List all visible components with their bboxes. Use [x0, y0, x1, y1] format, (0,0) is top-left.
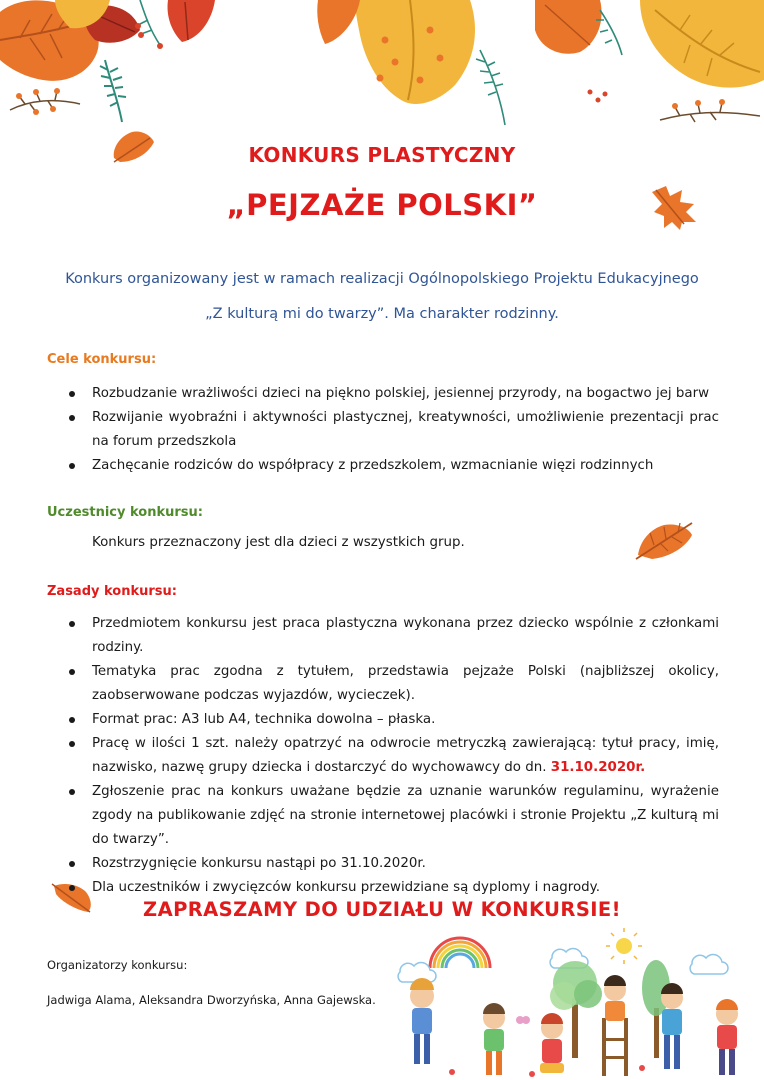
list-item: Zachęcanie rodziców do współpracy z przedszkolem, wzmacnianie więzi rodzinnych — [47, 454, 719, 478]
list-item: Dla uczestników i zwycięzców konkursu przewidziane są dyplomy i nagrody. — [47, 876, 719, 900]
maple-leaf-icon — [634, 515, 696, 563]
deadline-date: 31.10.2020r. — [550, 760, 646, 775]
list-item: Rozstrzygnięcie konkursu nastąpi po 31.10.2020r. — [47, 852, 719, 876]
rules-list — [47, 612, 719, 900]
maple-leaf-icon — [168, 0, 215, 42]
intro-line-1: Konkurs organizowany jest w ramach realizacji Ogólnopolskiego Projektu Edukacyjnego — [65, 271, 699, 287]
participants-text: Konkurs przeznaczony jest dla dzieci z wszystkich grup. — [92, 535, 465, 550]
intro-line-2: „Z kulturą mi do twarzy”. Ma charakter rodzinny. — [205, 306, 559, 322]
goals-heading: Cele konkursu: — [47, 352, 157, 367]
oak-leaf-icon — [535, 0, 602, 54]
page-title: KONKURS PLASTYCZNY — [248, 143, 516, 167]
list-item: Zgłoszenie prac na konkurs uważane będzie za uznanie warunków regulaminu, wyrażenie zgody na publikowanie zdjęć na stronie internetowej placówki i stronie Projektu „Z kulturą mi do twarzy”. — [47, 780, 719, 852]
child-figure — [661, 983, 683, 1069]
child-figure — [602, 975, 628, 1076]
oak-leaf-icon — [355, 0, 475, 104]
oak-leaf-icon — [640, 0, 764, 88]
invitation-banner: ZAPRASZAMY DO UDZIAŁU W KONKURSIE! — [143, 898, 621, 921]
child-figure — [716, 999, 738, 1075]
child-figure — [483, 1003, 505, 1075]
children-painting-illustration — [392, 928, 764, 1080]
list-item: Tematyka prac zgodna z tytułem, przedstawia pejzaże Polski (najbliższej okolicy, zaobserwowane podczas wyjazdów, wycieczek). — [47, 660, 719, 708]
list-item: Format prac: A3 lub A4, technika dowolna – płaska. — [47, 708, 719, 732]
branch-icon — [100, 60, 126, 122]
child-figure — [540, 1013, 564, 1073]
organizers-label: Organizatorzy konkursu: — [47, 958, 188, 972]
contest-name: „PEJZAŻE POLSKI” — [226, 188, 538, 222]
child-figure — [410, 978, 434, 1064]
rules-heading: Zasady konkursu: — [47, 584, 177, 599]
sun-icon — [606, 928, 642, 964]
goals-list — [47, 382, 719, 478]
autumn-leaves-border — [0, 0, 764, 140]
list-item — [47, 732, 719, 780]
rainbow-icon — [430, 938, 490, 968]
list-item: Rozbudzanie wrażliwości dzieci na piękno polskiej, jesiennej przyrody, na bogactwo jej barw — [47, 382, 719, 406]
organizers-names: Jadwiga Alama, Aleksandra Dworzyńska, Anna Gajewska. — [47, 993, 376, 1007]
list-item: Przedmiotem konkursu jest praca plastyczna wykonana przez dziecko wspólnie z członkami rodziny. — [47, 612, 719, 660]
rule-deadline-text: Pracę w ilości 1 szt. należy opatrzyć na odwrocie metryczką zawierającą: tytuł pracy, imię, nazwisko, nazwę grupy dziecka i dostarczyć do wychowawcy do dn. — [92, 736, 719, 775]
participants-heading: Uczestnicy konkursu: — [47, 505, 203, 520]
list-item: Rozwijanie wyobraźni i aktywności plastycznej, kreatywności, umożliwienie prezentacji prac na forum przedszkola — [47, 406, 719, 454]
